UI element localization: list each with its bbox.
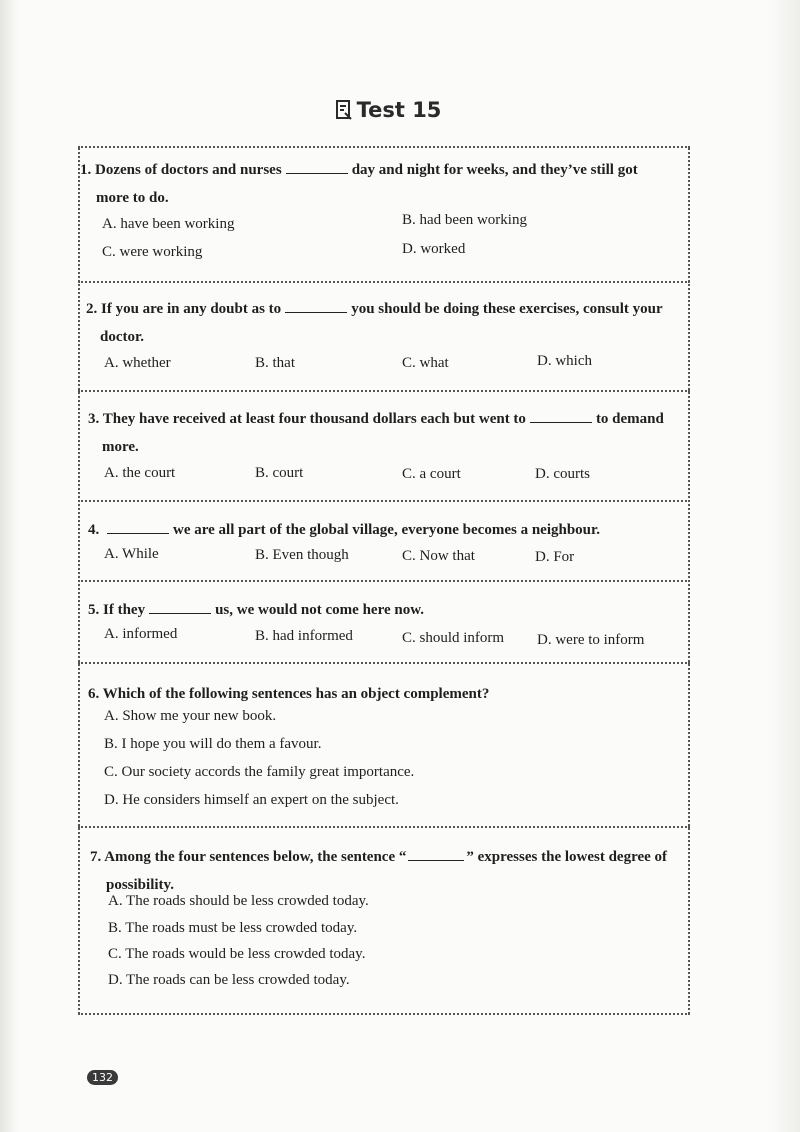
question-number: 6. [88, 686, 100, 702]
question-stem [86, 295, 690, 351]
title-text: Test 15 [356, 98, 442, 122]
option-d[interactable]: D. which [537, 353, 592, 369]
answer-blank[interactable] [408, 846, 464, 861]
separator-3 [78, 500, 690, 502]
question-stem [80, 156, 690, 212]
option-b[interactable]: B. had been working [402, 212, 527, 228]
answer-blank[interactable] [149, 599, 211, 614]
stem-text: we are all part of the global village, everyone becomes a neighbour. [173, 522, 601, 538]
option-d[interactable]: D. worked [402, 241, 466, 257]
answer-blank[interactable] [286, 159, 348, 174]
stem-text: Which of the following sentences has an object complement? [102, 686, 490, 702]
frame-top [78, 146, 690, 148]
option-c[interactable]: C. were working [102, 244, 203, 260]
option-d[interactable]: D. courts [535, 466, 590, 482]
option-c[interactable]: C. should inform [402, 630, 505, 646]
question-stem [90, 843, 690, 899]
stem-continuation: more. [102, 439, 139, 455]
page-edge-shadow [0, 0, 18, 1132]
option-b[interactable]: B. The roads must be less crowded today. [108, 920, 358, 936]
frame-bottom [78, 1013, 690, 1015]
test-sheet-icon [335, 100, 353, 120]
option-a[interactable]: A. have been working [102, 216, 235, 232]
answer-blank[interactable] [107, 519, 169, 534]
page-number: 132 [87, 1070, 118, 1085]
option-c[interactable]: C. a court [402, 466, 461, 482]
separator-2 [78, 390, 690, 392]
question-number: 4. [88, 522, 100, 538]
stem-text: They have received at least four thousand dollars each but went to [102, 411, 526, 427]
option-c[interactable]: C. Our society accords the family great importance. [104, 764, 415, 780]
option-d[interactable]: D. He considers himself an expert on the subject. [104, 792, 399, 808]
question-stem [88, 680, 690, 708]
page-edge-right [770, 0, 800, 1132]
question-stem [88, 596, 690, 624]
question-number: 1. [80, 162, 92, 178]
option-b[interactable]: B. Even though [255, 547, 349, 563]
option-a[interactable]: A. the court [104, 465, 176, 481]
page-title [0, 98, 776, 122]
option-a[interactable]: A. whether [104, 355, 171, 371]
stem-text: day and night for weeks, and they’ve still got [351, 162, 638, 178]
stem-text: ” expresses the lowest degree of [466, 849, 668, 865]
option-b[interactable]: B. that [255, 355, 295, 371]
stem-text: If you are in any doubt as to [101, 301, 282, 317]
answer-blank[interactable] [285, 298, 347, 313]
stem-text: us, we would not come here now. [215, 602, 424, 618]
question-number: 3. [88, 411, 100, 427]
stem-text: If they [103, 602, 146, 618]
stem-continuation: possibility. [106, 877, 174, 893]
option-c[interactable]: C. what [402, 355, 449, 371]
stem-text: to demand [595, 411, 664, 427]
stem-text: Among the four sentences below, the sentence “ [104, 849, 407, 865]
separator-5 [78, 662, 690, 664]
stem-continuation: doctor. [100, 329, 145, 345]
option-a[interactable]: A. Show me your new book. [104, 708, 277, 724]
separator-6 [78, 826, 690, 828]
option-b[interactable]: B. court [255, 465, 304, 481]
question-number: 7. [90, 849, 102, 865]
question-stem [88, 405, 690, 461]
separator-1 [78, 281, 690, 283]
question-stem [88, 516, 690, 544]
option-c[interactable]: C. Now that [402, 548, 475, 564]
question-number: 5. [88, 602, 100, 618]
stem-text: Dozens of doctors and nurses [95, 162, 282, 178]
option-a[interactable]: A. informed [104, 626, 178, 642]
option-d[interactable]: D. were to inform [537, 632, 645, 648]
option-b[interactable]: B. I hope you will do them a favour. [104, 736, 322, 752]
separator-4 [78, 580, 690, 582]
option-a[interactable]: A. The roads should be less crowded today. [108, 893, 369, 909]
option-d[interactable]: D. For [535, 549, 575, 565]
option-b[interactable]: B. had informed [255, 628, 353, 644]
option-d[interactable]: D. The roads can be less crowded today. [108, 972, 350, 988]
option-a[interactable]: A. While [104, 546, 159, 562]
stem-continuation: more to do. [96, 190, 169, 206]
question-number: 2. [86, 301, 98, 317]
answer-blank[interactable] [530, 408, 592, 423]
stem-text: you should be doing these exercises, consult your [351, 301, 663, 317]
option-c[interactable]: C. The roads would be less crowded today. [108, 946, 366, 962]
